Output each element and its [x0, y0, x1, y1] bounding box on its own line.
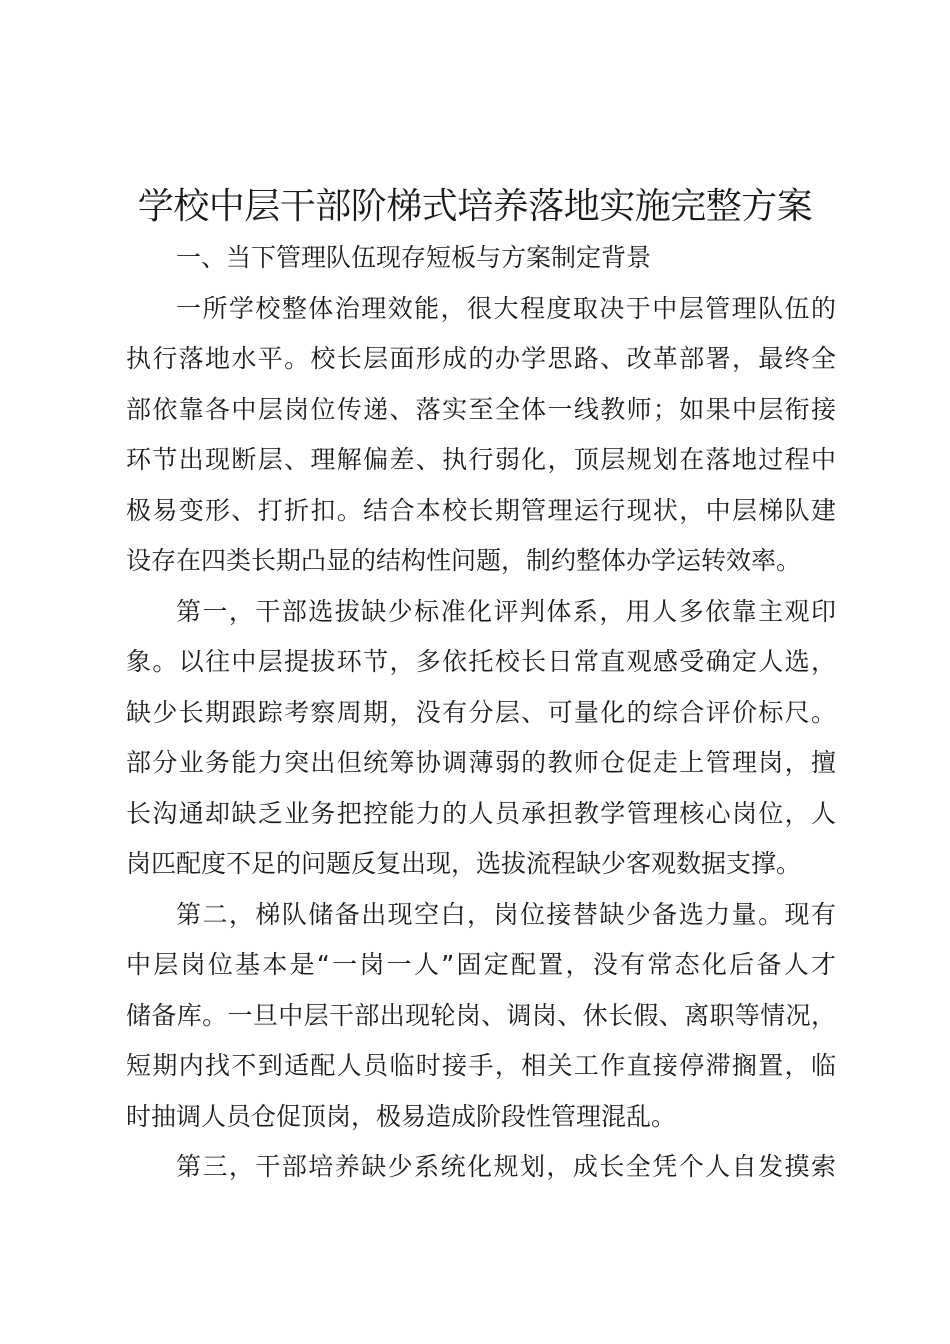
- document-body: [126, 233, 836, 1193]
- text-line: 设存在四类长期凸显的结构性问题，制约整体办学运转效率。: [126, 546, 802, 575]
- text-line: 短期内找不到适配人员临时接手，相关工作直接停滞搁置，临: [126, 1051, 836, 1080]
- text-line: 一、当下管理队伍现存短板与方案制定背景: [176, 243, 652, 272]
- text-line: 一所学校整体治理效能，很大程度取决于中层管理队伍的: [176, 293, 836, 323]
- text-line: 岗匹配度不足的问题反复出现，选拔流程缺少客观数据支撑。: [126, 849, 802, 878]
- text-line: 执行落地水平。校长层面形成的办学思路、改革部署，最终全: [126, 344, 836, 373]
- text-line: 中层岗位基本是“一岗一人”固定配置，没有常态化后备人才: [126, 950, 836, 979]
- paragraph: [126, 284, 836, 587]
- text-line: 部分业务能力突出但统筹协调薄弱的教师仓促走上管理岗，擅: [126, 748, 836, 777]
- text-line: 时抽调人员仓促顶岗，极易造成阶段性管理混乱。: [126, 1101, 677, 1131]
- text-line: 部依靠各中层岗位传递、落实至全体一线教师；如果中层衔接: [126, 394, 836, 424]
- text-line: 象。以往中层提拔环节，多依托校长日常直观感受确定人选，: [126, 647, 836, 676]
- text-line: 第一，干部选拔缺少标准化评判体系，用人多依靠主观印: [176, 596, 836, 626]
- paragraph: [126, 1142, 836, 1193]
- text-line: 第三，干部培养缺少系统化规划，成长全凭个人自发摸索: [176, 1152, 836, 1181]
- text-line: 极易变形、打折扣。结合本校长期管理运行现状，中层梯队建: [126, 495, 836, 525]
- text-line: 缺少长期跟踪考察周期，没有分层、可量化的综合评价标尺。: [126, 697, 836, 727]
- paragraph: [126, 587, 836, 890]
- paragraph: [126, 890, 836, 1143]
- document-title: 学校中层干部阶梯式培养落地实施完整方案: [137, 186, 813, 227]
- text-line: 环节出现断层、理解偏差、执行弱化，顶层规划在落地过程中: [126, 445, 836, 474]
- text-line: 长沟通却缺乏业务把控能力的人员承担教学管理核心岗位，人: [126, 798, 836, 828]
- text-line: 储备库。一旦中层干部出现轮岗、调岗、休长假、离职等情况，: [126, 1000, 836, 1030]
- section-heading: [126, 233, 836, 284]
- text-line: 第二，梯队储备出现空白，岗位接替缺少备选力量。现有: [176, 899, 836, 929]
